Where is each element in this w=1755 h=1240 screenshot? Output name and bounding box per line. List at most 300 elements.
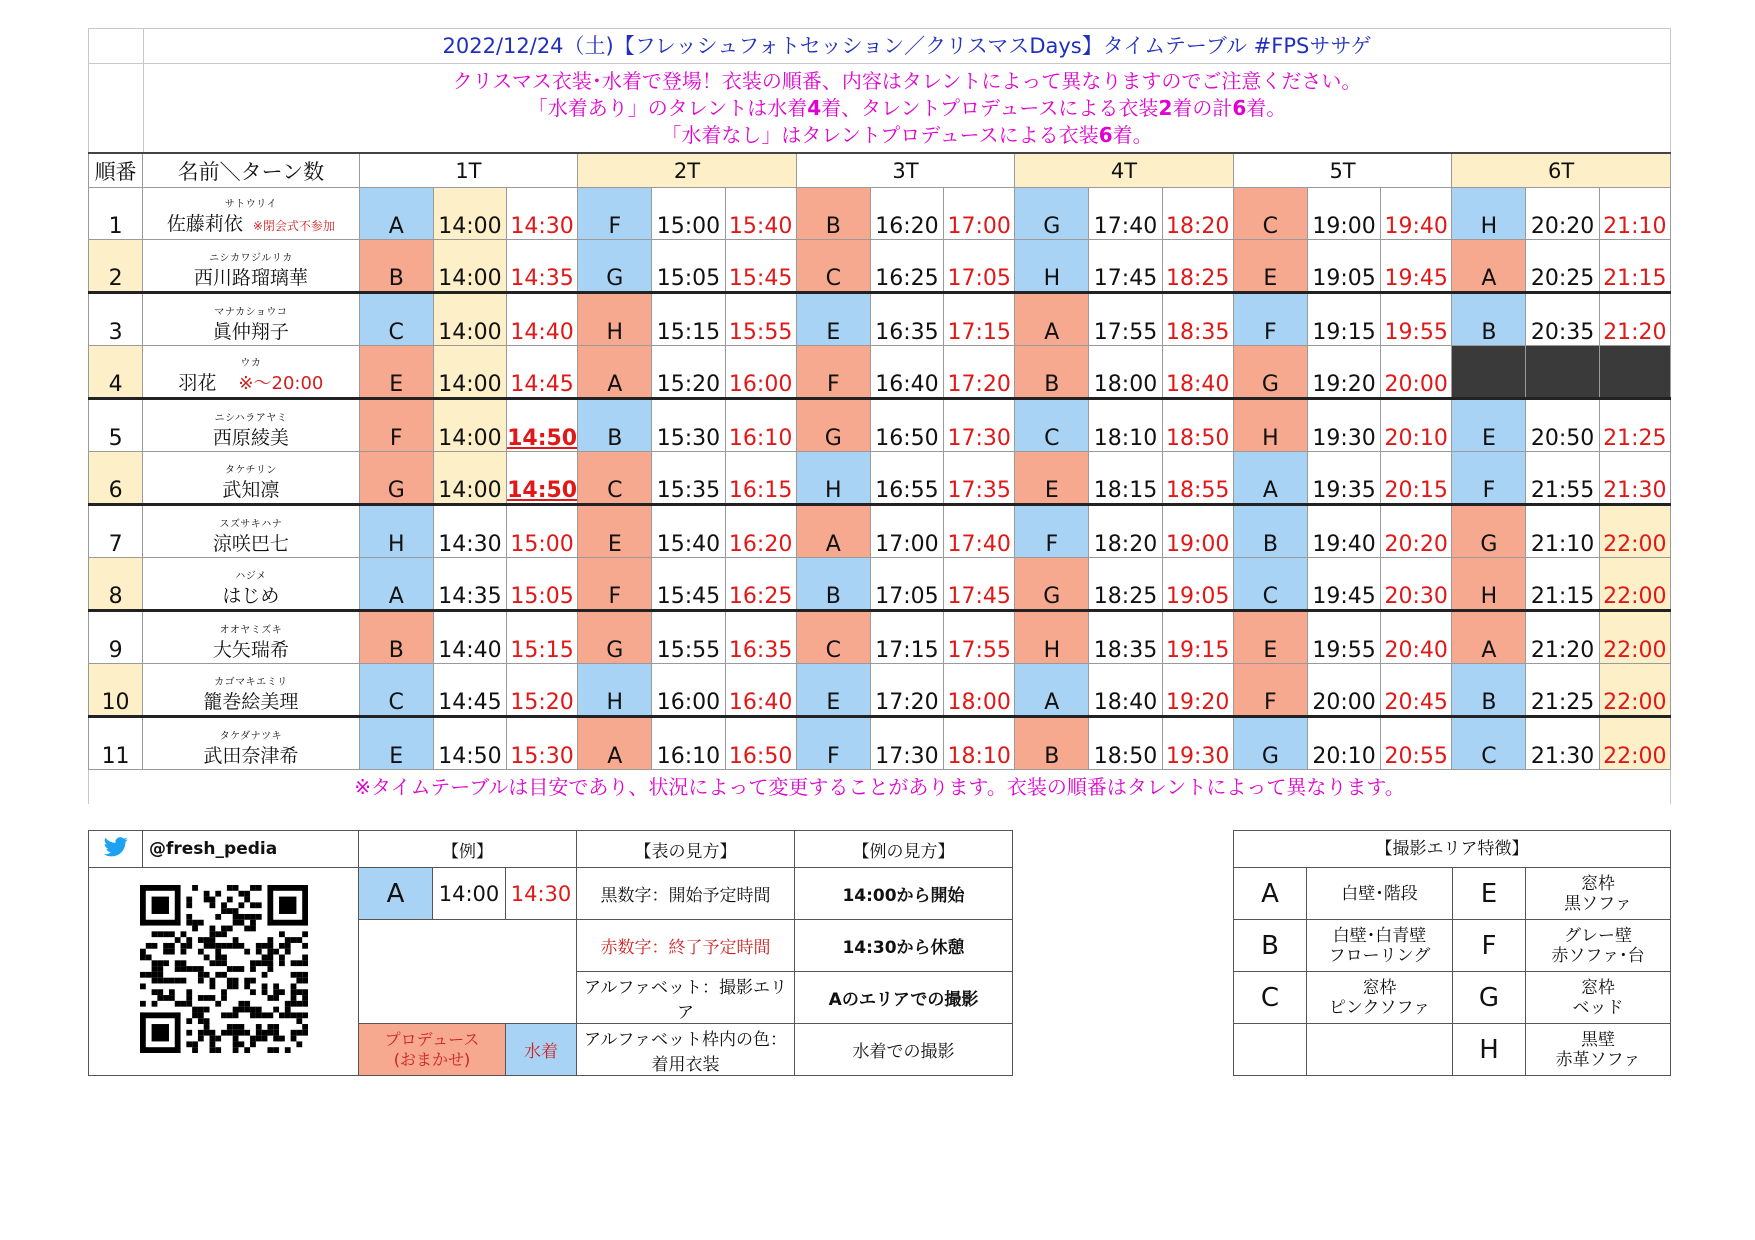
talent-name: 武田奈津希 bbox=[203, 745, 299, 767]
area-key-a: A bbox=[1234, 868, 1307, 920]
talent-kana: タケチリン bbox=[224, 465, 277, 476]
end-time: 21:20 bbox=[1599, 293, 1670, 346]
area-code: C bbox=[1233, 188, 1307, 240]
howto-4: アルファベット枠内の色：着用衣装 bbox=[577, 1024, 795, 1076]
start-time: 19:40 bbox=[1307, 505, 1380, 558]
start-time: 20:00 bbox=[1307, 664, 1380, 717]
read-1: 14:00から開始 bbox=[795, 868, 1013, 920]
start-time: 15:05 bbox=[652, 240, 725, 293]
area-code: C bbox=[1452, 717, 1526, 770]
area-code: E bbox=[1452, 399, 1526, 452]
start-time: 18:20 bbox=[1089, 505, 1162, 558]
talent-kana: ウカ bbox=[240, 358, 262, 369]
schedule-table bbox=[88, 152, 1671, 770]
area-code: F bbox=[1452, 452, 1526, 505]
area-code: B bbox=[359, 611, 433, 664]
end-time: 19:00 bbox=[1162, 505, 1233, 558]
start-time: 14:00 bbox=[433, 240, 506, 293]
example-read-header: 【例の見方】 bbox=[795, 831, 1013, 868]
end-time: 22:00 bbox=[1599, 505, 1670, 558]
order-number: 3 bbox=[89, 293, 143, 346]
talent-name: はじめ bbox=[222, 585, 280, 607]
turn-header-5: 5T bbox=[1233, 153, 1452, 188]
end-time: 15:20 bbox=[507, 664, 578, 717]
turn-header-1: 1T bbox=[359, 153, 578, 188]
start-time: 14:00 bbox=[433, 346, 506, 399]
talent-name: 西原綾美 bbox=[212, 427, 289, 449]
start-time: 17:20 bbox=[870, 664, 943, 717]
end-time: 14:35 bbox=[507, 240, 578, 293]
order-number: 4 bbox=[89, 346, 143, 399]
end-time: 14:30 bbox=[507, 188, 578, 240]
area-code: G bbox=[1233, 346, 1307, 399]
end-time: 17:55 bbox=[944, 611, 1015, 664]
area-code: G bbox=[1233, 717, 1307, 770]
end-time: 17:40 bbox=[944, 505, 1015, 558]
table-row bbox=[89, 611, 1671, 664]
start-time: 14:00 bbox=[433, 293, 506, 346]
example-header: 【例】 bbox=[359, 831, 577, 868]
start-time: 19:00 bbox=[1307, 188, 1380, 240]
end-time: 22:00 bbox=[1599, 611, 1670, 664]
end-time: 17:00 bbox=[944, 188, 1015, 240]
start-time: 18:25 bbox=[1089, 558, 1162, 611]
start-time: 15:00 bbox=[652, 188, 725, 240]
talent-name-cell bbox=[143, 611, 360, 664]
turn-header-4: 4T bbox=[1015, 153, 1234, 188]
start-time: 19:35 bbox=[1307, 452, 1380, 505]
end-time: 20:30 bbox=[1381, 558, 1452, 611]
area-code: F bbox=[578, 558, 652, 611]
area-code: C bbox=[796, 611, 870, 664]
area-code: G bbox=[1015, 188, 1089, 240]
end-time: 18:20 bbox=[1162, 188, 1233, 240]
start-time: 21:25 bbox=[1526, 664, 1599, 717]
talent-name-cell bbox=[143, 399, 360, 452]
start-time: 20:25 bbox=[1526, 240, 1599, 293]
area-code: H bbox=[1015, 611, 1089, 664]
area-desc-f: グレー壁 赤ソファ･台 bbox=[1526, 920, 1671, 972]
talent-name-cell bbox=[143, 717, 360, 770]
start-time: 20:35 bbox=[1526, 293, 1599, 346]
area-code: A bbox=[796, 505, 870, 558]
area-code: B bbox=[1015, 346, 1089, 399]
talent-name: 涼咲巴七 bbox=[212, 533, 289, 555]
start-time: 17:40 bbox=[1089, 188, 1162, 240]
end-time: 21:15 bbox=[1599, 240, 1670, 293]
end-time: 18:55 bbox=[1162, 452, 1233, 505]
area-code: G bbox=[796, 399, 870, 452]
end-time: 15:55 bbox=[725, 293, 796, 346]
turn-header-3: 3T bbox=[796, 153, 1015, 188]
area-code: A bbox=[578, 346, 652, 399]
start-time: 14:00 bbox=[433, 452, 506, 505]
area-code: H bbox=[796, 452, 870, 505]
area-code: F bbox=[796, 717, 870, 770]
area-code: G bbox=[1452, 505, 1526, 558]
table-row bbox=[89, 558, 1671, 611]
start-time: 18:35 bbox=[1089, 611, 1162, 664]
table-row bbox=[89, 346, 1671, 399]
end-time: 16:40 bbox=[725, 664, 796, 717]
end-time: 19:05 bbox=[1162, 558, 1233, 611]
unavailable-slot bbox=[1599, 346, 1670, 399]
start-time: 14:45 bbox=[433, 664, 506, 717]
end-time: 21:25 bbox=[1599, 399, 1670, 452]
start-time: 16:40 bbox=[870, 346, 943, 399]
area-code: B bbox=[1015, 717, 1089, 770]
area-desc-e: 窓枠 黒ソファ bbox=[1526, 868, 1671, 920]
start-time: 19:30 bbox=[1307, 399, 1380, 452]
area-code: G bbox=[359, 452, 433, 505]
end-time: 17:35 bbox=[944, 452, 1015, 505]
talent-name-cell bbox=[143, 664, 360, 717]
area-desc-a: 白壁･階段 bbox=[1307, 868, 1453, 920]
order-number: 6 bbox=[89, 452, 143, 505]
end-time: 18:25 bbox=[1162, 240, 1233, 293]
talent-kana: ニシカワジルリカ bbox=[209, 253, 293, 264]
end-time: 17:15 bbox=[944, 293, 1015, 346]
start-time: 17:05 bbox=[870, 558, 943, 611]
turn-header-2: 2T bbox=[578, 153, 797, 188]
start-time: 17:55 bbox=[1089, 293, 1162, 346]
area-key-f: F bbox=[1453, 920, 1526, 972]
end-time: 14:50 bbox=[507, 399, 578, 452]
read-2: 14:30から休憩 bbox=[795, 920, 1013, 972]
start-time: 18:10 bbox=[1089, 399, 1162, 452]
start-time: 19:45 bbox=[1307, 558, 1380, 611]
order-number: 2 bbox=[89, 240, 143, 293]
area-code: C bbox=[359, 293, 433, 346]
end-time: 14:45 bbox=[507, 346, 578, 399]
end-time: 18:35 bbox=[1162, 293, 1233, 346]
area-code: E bbox=[1233, 240, 1307, 293]
start-time: 16:35 bbox=[870, 293, 943, 346]
start-time: 21:15 bbox=[1526, 558, 1599, 611]
talent-kana: サトウリイ bbox=[224, 199, 277, 210]
end-time: 14:40 bbox=[507, 293, 578, 346]
area-code: B bbox=[1452, 293, 1526, 346]
start-time: 16:50 bbox=[870, 399, 943, 452]
start-time: 14:50 bbox=[433, 717, 506, 770]
start-time: 18:50 bbox=[1089, 717, 1162, 770]
start-time: 19:55 bbox=[1307, 611, 1380, 664]
end-time: 20:00 bbox=[1381, 346, 1452, 399]
end-time: 22:00 bbox=[1599, 664, 1670, 717]
area-features-title: 【撮影エリア特徴】 bbox=[1234, 831, 1671, 868]
example-area: A bbox=[359, 868, 433, 920]
howto-1: 黒数字：開始予定時間 bbox=[577, 868, 795, 920]
end-time: 20:55 bbox=[1381, 717, 1452, 770]
area-key-g: G bbox=[1453, 972, 1526, 1024]
example-end: 14:30 bbox=[506, 868, 577, 920]
start-time: 20:10 bbox=[1307, 717, 1380, 770]
area-code: A bbox=[578, 717, 652, 770]
area-code: F bbox=[796, 346, 870, 399]
talent-name-cell bbox=[143, 452, 360, 505]
area-code: A bbox=[1015, 293, 1089, 346]
area-code: G bbox=[1015, 558, 1089, 611]
talent-kana: ニシハラアヤミ bbox=[214, 413, 288, 424]
read-4: 水着での撮影 bbox=[795, 1024, 1013, 1076]
end-time: 19:20 bbox=[1162, 664, 1233, 717]
start-time: 15:45 bbox=[652, 558, 725, 611]
table-row bbox=[89, 717, 1671, 770]
start-time: 20:50 bbox=[1526, 399, 1599, 452]
unavailable-slot bbox=[1452, 346, 1526, 399]
read-3: Aのエリアでの撮影 bbox=[795, 972, 1013, 1024]
notes-row bbox=[88, 63, 1671, 152]
area-code: A bbox=[359, 558, 433, 611]
start-time: 15:55 bbox=[652, 611, 725, 664]
area-code: H bbox=[578, 664, 652, 717]
area-code: H bbox=[1452, 558, 1526, 611]
end-time: 18:00 bbox=[944, 664, 1015, 717]
talent-name: 羽花 bbox=[178, 372, 217, 394]
qr-code bbox=[89, 868, 359, 1076]
end-time: 15:30 bbox=[507, 717, 578, 770]
table-row bbox=[89, 505, 1671, 558]
end-time: 22:00 bbox=[1599, 558, 1670, 611]
area-code: F bbox=[1233, 293, 1307, 346]
order-number: 8 bbox=[89, 558, 143, 611]
area-code: E bbox=[1233, 611, 1307, 664]
order-number: 1 bbox=[89, 188, 143, 240]
footnote: ※タイムテーブルは目安であり、状況によって変更することがあります。衣装の順番はタレントによって異なります。 bbox=[88, 770, 1671, 804]
order-number: 9 bbox=[89, 611, 143, 664]
note-line-3: 「水着なし」はタレントプロデュースによる衣装6着。 bbox=[661, 123, 1153, 147]
end-time: 18:10 bbox=[944, 717, 1015, 770]
end-time: 16:50 bbox=[725, 717, 796, 770]
area-code: E bbox=[796, 664, 870, 717]
start-time: 16:00 bbox=[652, 664, 725, 717]
end-time: 19:40 bbox=[1381, 188, 1452, 240]
area-code: E bbox=[359, 346, 433, 399]
area-code: H bbox=[578, 293, 652, 346]
legend bbox=[88, 830, 1013, 1076]
end-time: 21:10 bbox=[1599, 188, 1670, 240]
area-code: E bbox=[359, 717, 433, 770]
area-desc-c: 窓枠 ピンクソファ bbox=[1307, 972, 1453, 1024]
start-time: 21:55 bbox=[1526, 452, 1599, 505]
talent-kana: ハジメ bbox=[235, 571, 267, 582]
note-line-1: クリスマス衣装･水着で登場！衣装の順番、内容はタレントによって異なりますのでご注意ください。 bbox=[452, 69, 1362, 93]
start-time: 18:00 bbox=[1089, 346, 1162, 399]
start-time: 17:30 bbox=[870, 717, 943, 770]
end-time: 16:25 bbox=[725, 558, 796, 611]
unavailable-slot bbox=[1526, 346, 1599, 399]
start-time: 15:30 bbox=[652, 399, 725, 452]
area-code: B bbox=[578, 399, 652, 452]
area-code: E bbox=[578, 505, 652, 558]
qr-code-image bbox=[140, 885, 308, 1053]
order-number: 10 bbox=[89, 664, 143, 717]
start-time: 16:55 bbox=[870, 452, 943, 505]
area-key-h: H bbox=[1453, 1024, 1526, 1076]
start-time: 21:20 bbox=[1526, 611, 1599, 664]
order-number: 11 bbox=[89, 717, 143, 770]
table-row bbox=[89, 188, 1671, 240]
legend-swim: 水着 bbox=[506, 1024, 577, 1076]
start-time: 19:20 bbox=[1307, 346, 1380, 399]
twitter-icon bbox=[89, 831, 143, 868]
start-time: 18:15 bbox=[1089, 452, 1162, 505]
area-code: A bbox=[1452, 240, 1526, 293]
twitter-handle[interactable]: @fresh_pedia bbox=[143, 831, 359, 868]
area-code: F bbox=[359, 399, 433, 452]
talent-kana: オオヤミズキ bbox=[219, 625, 283, 636]
start-time: 14:00 bbox=[433, 188, 506, 240]
end-time: 15:45 bbox=[725, 240, 796, 293]
talent-name-cell bbox=[143, 505, 360, 558]
end-time: 19:15 bbox=[1162, 611, 1233, 664]
howto-3: アルファベット：撮影エリア bbox=[577, 972, 795, 1024]
area-code: B bbox=[796, 188, 870, 240]
talent-note: ※閉会式不参加 bbox=[252, 219, 335, 233]
area-desc-h: 黒壁 赤革ソファ bbox=[1526, 1024, 1671, 1076]
talent-name: 眞仲翔子 bbox=[212, 321, 289, 343]
name-header: 名前＼ターン数 bbox=[143, 153, 360, 188]
start-time: 19:05 bbox=[1307, 240, 1380, 293]
area-code: G bbox=[578, 611, 652, 664]
talent-name: 佐藤莉依 bbox=[166, 213, 243, 235]
end-time: 20:40 bbox=[1381, 611, 1452, 664]
talent-kana: スズサキハナ bbox=[219, 519, 283, 530]
area-code: F bbox=[1015, 505, 1089, 558]
end-time: 16:00 bbox=[725, 346, 796, 399]
table-row bbox=[89, 240, 1671, 293]
area-code: F bbox=[578, 188, 652, 240]
legend-produce: プロデュース (おまかせ) bbox=[359, 1024, 506, 1076]
start-time: 14:40 bbox=[433, 611, 506, 664]
start-time: 16:20 bbox=[870, 188, 943, 240]
start-time: 18:40 bbox=[1089, 664, 1162, 717]
end-time: 16:20 bbox=[725, 505, 796, 558]
title-row bbox=[88, 28, 1671, 63]
area-code: H bbox=[1452, 188, 1526, 240]
talent-name: 大矢瑞希 bbox=[212, 639, 289, 661]
area-code: E bbox=[1015, 452, 1089, 505]
end-time: 19:55 bbox=[1381, 293, 1452, 346]
end-time: 17:30 bbox=[944, 399, 1015, 452]
area-code: C bbox=[796, 240, 870, 293]
area-code: A bbox=[1015, 664, 1089, 717]
start-time: 15:15 bbox=[652, 293, 725, 346]
table-header bbox=[89, 153, 1671, 188]
end-time: 15:15 bbox=[507, 611, 578, 664]
area-code: A bbox=[359, 188, 433, 240]
area-code: B bbox=[796, 558, 870, 611]
area-features bbox=[1233, 830, 1671, 1076]
area-code: F bbox=[1233, 664, 1307, 717]
end-time: 14:50 bbox=[507, 452, 578, 505]
start-time: 21:10 bbox=[1526, 505, 1599, 558]
end-time: 15:00 bbox=[507, 505, 578, 558]
area-code: H bbox=[1233, 399, 1307, 452]
end-time: 19:30 bbox=[1162, 717, 1233, 770]
table-row bbox=[89, 293, 1671, 346]
area-key-c: C bbox=[1234, 972, 1307, 1024]
start-time: 17:45 bbox=[1089, 240, 1162, 293]
area-code: A bbox=[1233, 452, 1307, 505]
talent-name: 籠巻絵美理 bbox=[203, 691, 299, 713]
end-time: 17:20 bbox=[944, 346, 1015, 399]
area-code: C bbox=[1015, 399, 1089, 452]
timetable-sheet bbox=[88, 28, 1671, 804]
area-code: B bbox=[359, 240, 433, 293]
area-code: E bbox=[796, 293, 870, 346]
end-time: 16:35 bbox=[725, 611, 796, 664]
order-number: 5 bbox=[89, 399, 143, 452]
talent-name: 武知凛 bbox=[222, 479, 280, 501]
start-time: 16:10 bbox=[652, 717, 725, 770]
area-code: G bbox=[578, 240, 652, 293]
end-time: 18:50 bbox=[1162, 399, 1233, 452]
start-time: 20:20 bbox=[1526, 188, 1599, 240]
talent-kana: タケダナツキ bbox=[219, 731, 283, 742]
end-time: 17:05 bbox=[944, 240, 1015, 293]
end-time: 17:45 bbox=[944, 558, 1015, 611]
area-code: C bbox=[1233, 558, 1307, 611]
end-time: 20:20 bbox=[1381, 505, 1452, 558]
example-start: 14:00 bbox=[433, 868, 506, 920]
area-key-e: E bbox=[1453, 868, 1526, 920]
area-code: A bbox=[1452, 611, 1526, 664]
talent-name: 西川路瑠璃華 bbox=[193, 267, 308, 289]
end-time: 20:45 bbox=[1381, 664, 1452, 717]
talent-name-cell bbox=[143, 293, 360, 346]
howto-header: 【表の見方】 bbox=[577, 831, 795, 868]
table-row bbox=[89, 664, 1671, 717]
page-title: 2022/12/24（土)【フレッシュフォトセッション／クリスマスDays】タイムテーブル #FPSササゲ bbox=[442, 34, 1372, 58]
area-desc-g: 窓枠 ベッド bbox=[1526, 972, 1671, 1024]
costume-notes bbox=[144, 64, 1670, 152]
start-time: 14:30 bbox=[433, 505, 506, 558]
area-code: C bbox=[578, 452, 652, 505]
area-code: H bbox=[359, 505, 433, 558]
talent-name-cell bbox=[143, 240, 360, 293]
end-time: 20:10 bbox=[1381, 399, 1452, 452]
talent-name-cell bbox=[143, 188, 360, 240]
start-time: 14:00 bbox=[433, 399, 506, 452]
turn-header-6: 6T bbox=[1452, 153, 1671, 188]
area-desc-b: 白壁･白青壁 フローリング bbox=[1307, 920, 1453, 972]
start-time: 17:15 bbox=[870, 611, 943, 664]
end-time: 21:30 bbox=[1599, 452, 1670, 505]
end-time: 15:40 bbox=[725, 188, 796, 240]
end-time: 16:15 bbox=[725, 452, 796, 505]
howto-2: 赤数字：終了予定時間 bbox=[577, 920, 795, 972]
area-code: B bbox=[1452, 664, 1526, 717]
area-key-b: B bbox=[1234, 920, 1307, 972]
start-time: 21:30 bbox=[1526, 717, 1599, 770]
talent-note: ※～20:00 bbox=[238, 373, 324, 394]
start-time: 16:25 bbox=[870, 240, 943, 293]
start-time: 14:35 bbox=[433, 558, 506, 611]
order-header: 順番 bbox=[89, 153, 143, 188]
talent-kana: カゴマキエミリ bbox=[214, 677, 288, 688]
area-code: H bbox=[1015, 240, 1089, 293]
table-row bbox=[89, 452, 1671, 505]
end-time: 15:05 bbox=[507, 558, 578, 611]
area-code: C bbox=[359, 664, 433, 717]
start-time: 15:35 bbox=[652, 452, 725, 505]
talent-kana: マナカショウコ bbox=[214, 307, 288, 318]
order-number: 7 bbox=[89, 505, 143, 558]
end-time: 16:10 bbox=[725, 399, 796, 452]
end-time: 20:15 bbox=[1381, 452, 1452, 505]
end-time: 22:00 bbox=[1599, 717, 1670, 770]
